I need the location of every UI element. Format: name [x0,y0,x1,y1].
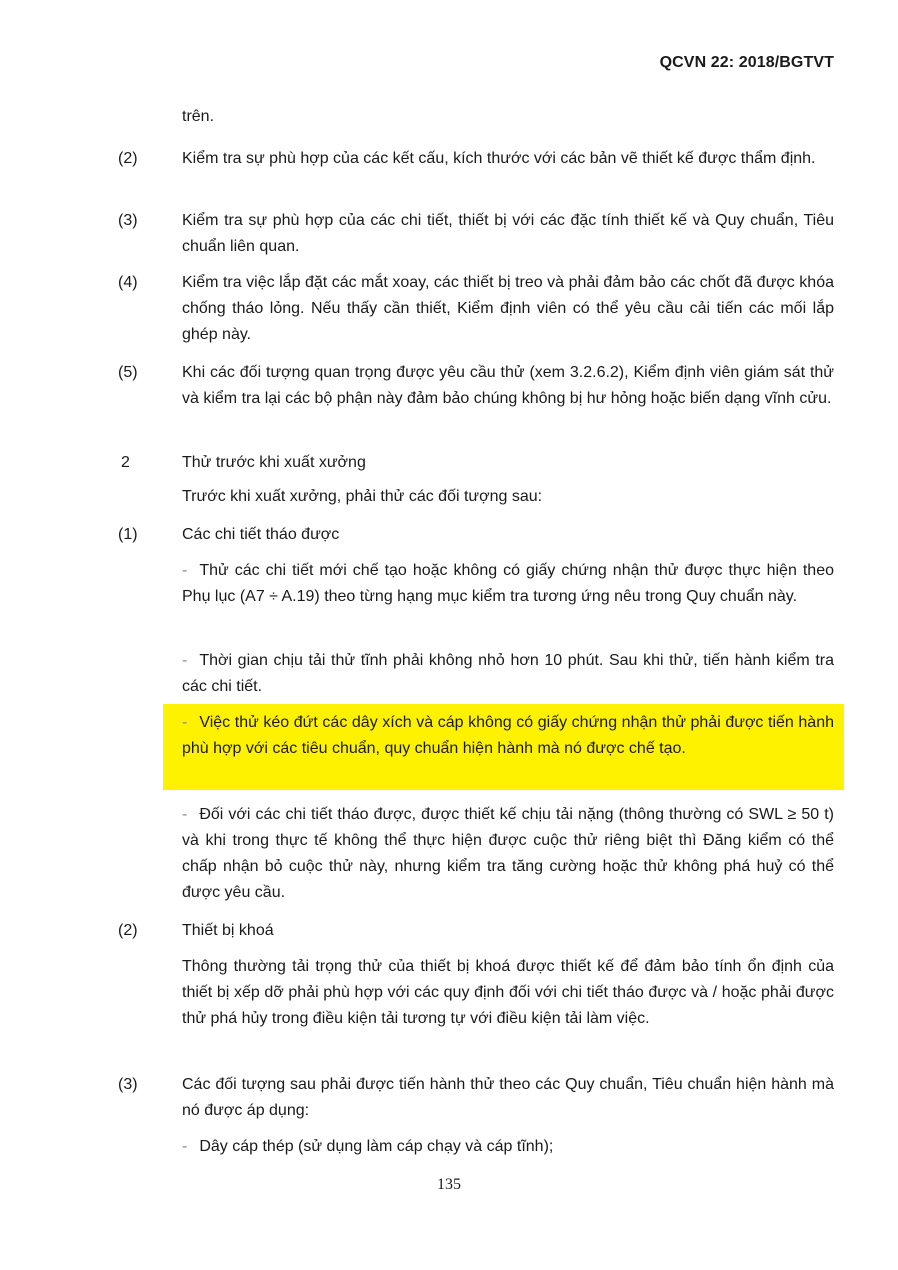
bullet-chain-cable-break-test [182,710,834,762]
section-title-pre-shipment-test: Thử trước khi xuất xưởng [182,454,366,471]
bullet-text: Thời gian chịu tải thử tĩnh phải không nhỏ hơn 10 phút. Sau khi thử, tiến hành kiểm tra các chi tiết. [182,652,834,695]
bullet-heavy-load-parts [182,802,834,906]
paragraph-locking-device-load: Thông thường tải trọng thử của thiết bị khoá được thiết kế để đảm bảo tính ổn định của thiết bị xếp dỡ phải phù hợp với các quy định đối với chi tiết tháo được và / hoặc phải được thử phá hủy trong điều kiện tải tương tự với điều kiện tải làm việc. [182,958,834,1027]
document-code-header: QCVN 22: 2018/BGTVT [659,54,834,71]
section-number: 2 [121,454,130,471]
bullet-dash: - [182,562,188,579]
item-number: (3) [118,1076,138,1093]
bullet-text: Dây cáp thép (sử dụng làm cáp chạy và cáp tĩnh); [199,1138,554,1155]
bullet-dash: - [182,1138,188,1155]
bullet-new-parts-test [182,558,834,610]
subsection-title-removable-parts: Các chi tiết tháo được [182,526,340,543]
item-number: (1) [118,526,138,543]
item-number: (2) [118,150,138,167]
page-number: 135 [437,1176,461,1193]
paragraph-intro: Trước khi xuất xưởng, phải thử các đối tượng sau: [182,488,543,505]
paragraph-check-details: Kiểm tra sự phù hợp của các chi tiết, thiết bị với các đặc tính thiết kế và Quy chuẩn, Tiêu chuẩn liên quan. [182,212,834,255]
bullet-dash: - [182,714,188,731]
bullet-text: Đối với các chi tiết tháo được, được thiết kế chịu tải nặng (thông thường có SWL ≥ 50 t) và khi trong thực tế không thể thực hiện được cuộc thử riêng biệt thì Đăng kiểm có thể chấp nhận bỏ cuộc thử này, nhưng kiểm tra tăng cường hoặc thử không phá huỷ có thể được yêu cầu. [182,806,834,901]
item-number: (5) [118,364,138,381]
item-number: (4) [118,274,138,291]
bullet-dash: - [182,652,188,669]
paragraph-check-installation: Kiểm tra việc lắp đặt các mắt xoay, các thiết bị treo và phải đảm bảo các chốt đã được khóa chống tháo lỏng. Nếu thấy cần thiết, Kiểm định viên có thể yêu cầu cải tiến các mối lắp ghép này. [182,274,834,343]
bullet-dash: - [182,806,188,823]
bullet-text: Việc thử kéo đứt các dây xích và cáp không có giấy chứng nhận thử phải được tiến hành phù hợp với các tiêu chuẩn, quy chuẩn hiện hành mà nó được chế tạo. [182,714,834,757]
bullet-text: Thử các chi tiết mới chế tạo hoặc không có giấy chứng nhận thử được thực hiện theo Phụ lục (A7 ÷ A.19) theo từng hạng mục kiểm tra tương ứng nêu trong Quy chuẩn này. [182,562,834,605]
item-number: (2) [118,922,138,939]
paragraph-check-structures: Kiểm tra sự phù hợp của các kết cấu, kích thước với các bản vẽ thiết kế được thẩm định. [182,150,816,167]
bullet-steel-wire-rope [182,1134,834,1160]
paragraph-continuation: trên. [182,108,215,125]
subsection-title-locking-devices: Thiết bị khoá [182,922,274,939]
paragraph-objects-to-test: Các đối tượng sau phải được tiến hành thử theo các Quy chuẩn, Tiêu chuẩn hiện hành mà nó được áp dụng: [182,1076,834,1119]
bullet-static-load-duration [182,648,834,700]
item-number: (3) [118,212,138,229]
paragraph-supervise-testing: Khi các đối tượng quan trọng được yêu cầu thử (xem 3.2.6.2), Kiểm định viên giám sát thử và kiểm tra lại các bộ phận này đảm bảo chúng không bị hư hỏng hoặc biến dạng vĩnh cửu. [182,364,834,407]
